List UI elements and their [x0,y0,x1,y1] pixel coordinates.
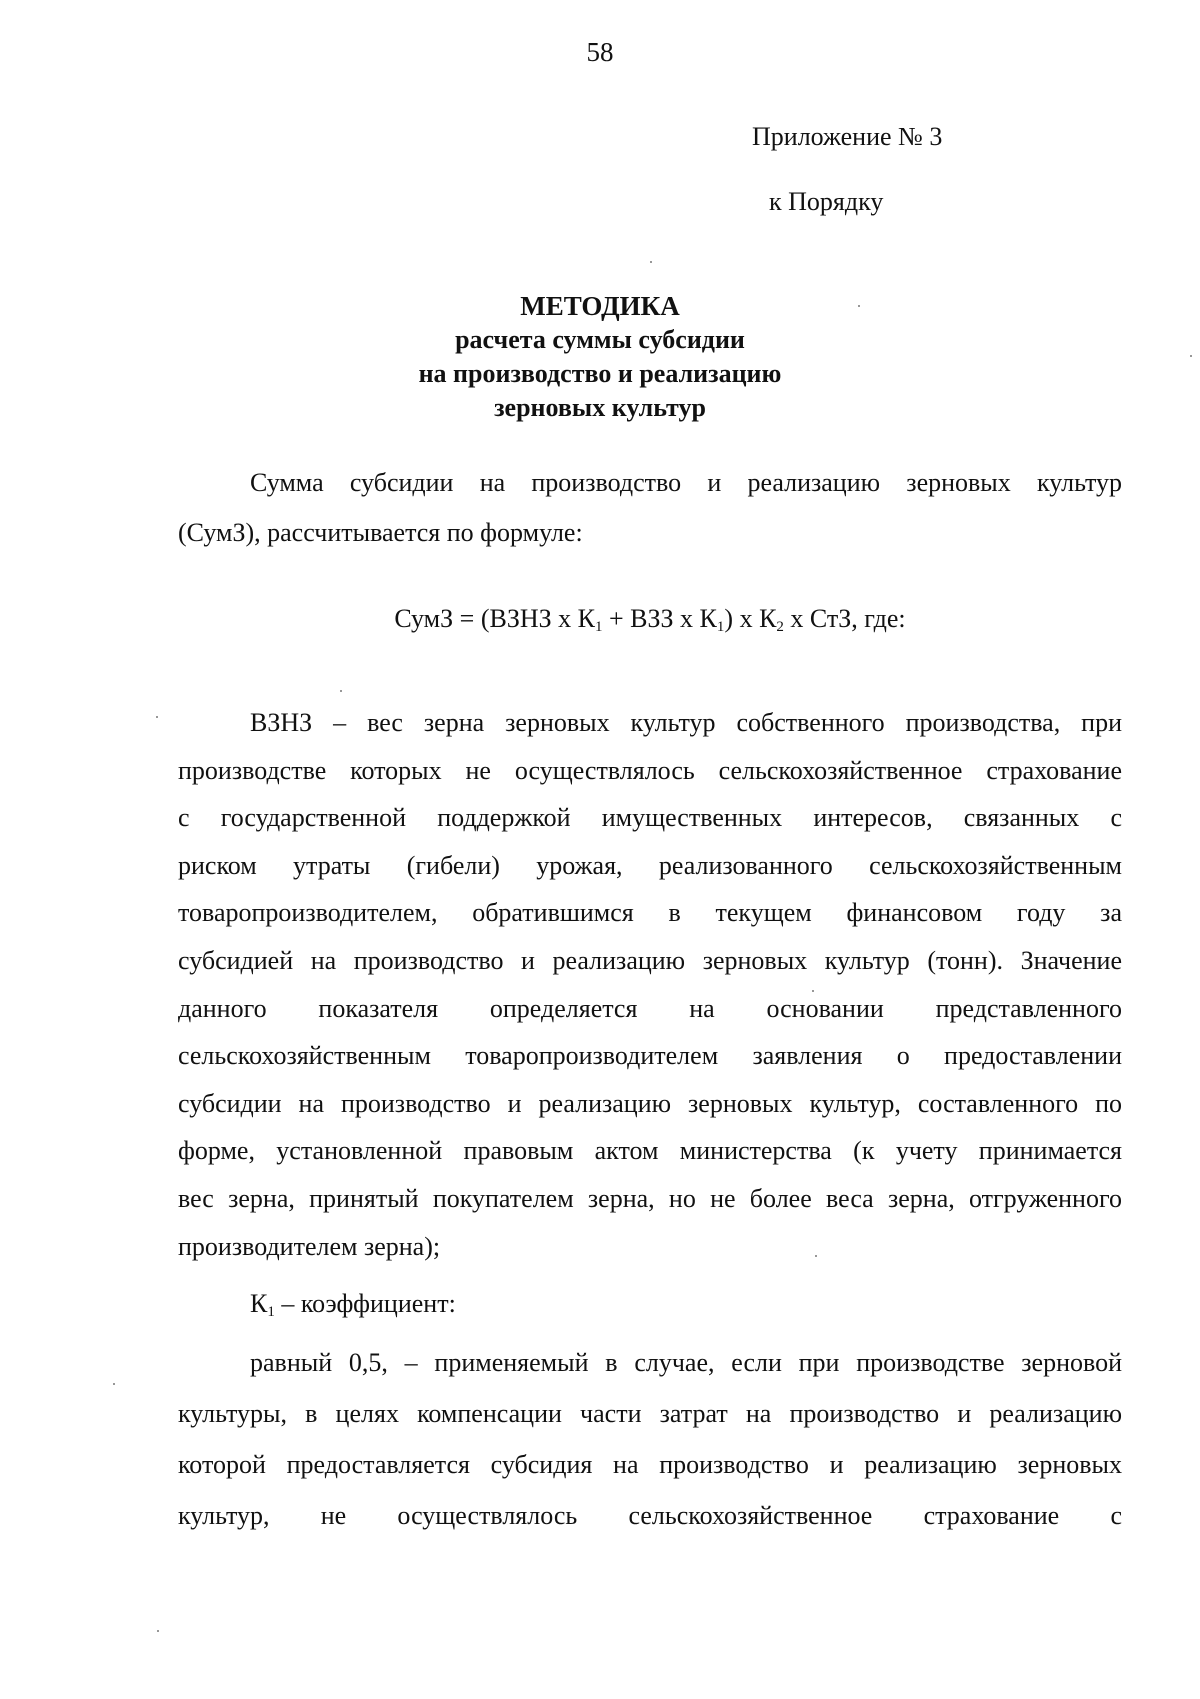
formula-part: СумЗ = (ВЗНЗ х К [394,604,595,633]
definition-line: ВЗНЗ – вес зерна зерновых культур собственного производства, при [250,708,1122,737]
formula-part: х СтЗ, где: [783,604,906,633]
formula [0,603,1200,635]
scan-speck [815,1255,817,1257]
appendix-label: Приложение № 3 [752,122,943,151]
formula-subscript: 2 [776,619,784,635]
definition-line: субсидией на производство и реализацию зерновых культур (тонн). Значение [178,945,1122,975]
definition-line: форме, установленной правовым актом министерства (к учету принимается [178,1136,1122,1166]
document-title [0,289,1200,425]
scan-speck [156,716,158,718]
k1-heading [250,1288,456,1320]
definition-line: с государственной поддержкой имущественных интересов, связанных с [178,803,1122,833]
definition-line: производителем зерна); [178,1231,441,1261]
k1-line: культуры, в целях компенсации части затрат на производство и реализацию [178,1399,1122,1428]
k1-paragraph [178,1337,1122,1541]
formula-part: + ВЗЗ х К [602,604,717,633]
k1-line: которой предоставляется субсидия на производство и реализацию зерновых [178,1450,1122,1479]
scan-speck [858,305,860,307]
intro-paragraph [178,458,1122,558]
page-number: 58 [586,37,614,67]
k1-subscript: 1 [267,1304,275,1320]
scan-speck [113,1383,115,1385]
k1-label-text: – коэффициент: [274,1289,456,1318]
scan-speck [1190,355,1192,357]
formula-part: ) х К [724,604,777,633]
definition-line: товаропроизводителем, обратившимся в текущем финансовом году за [178,898,1122,928]
appendix-reference: к Порядку [769,187,884,216]
title-line-4: зерновых культур [494,393,706,422]
scan-speck [340,690,342,692]
definition-line: производстве которых не осуществлялось сельскохозяйственное страхование [178,755,1122,785]
definition-line: вес зерна, принятый покупателем зерна, но не более веса зерна, отгруженного [178,1183,1122,1213]
k1-line: равный 0,5, – применяемый в случае, если при производстве зерновой [250,1348,1122,1377]
scan-speck [650,261,652,263]
scan-speck [812,990,814,992]
intro-line: Сумма субсидии на производство и реализацию зерновых культур [250,468,1122,497]
definition-line: риском утраты (гибели) урожая, реализованного сельскохозяйственным [178,850,1122,880]
definition-paragraph [178,699,1122,1270]
definition-line: сельскохозяйственным товаропроизводителем заявления о предоставлении [178,1041,1122,1071]
k1-line: культур, не осуществлялось сельскохозяйственное страхование с [178,1501,1122,1530]
formula-subscript: 1 [716,619,725,635]
title-main: МЕТОДИКА [520,291,680,321]
title-line-3: на производство и реализацию [418,359,782,388]
formula-subscript: 1 [595,619,603,635]
definition-line: данного показателя определяется на основании представленного [178,993,1122,1023]
scan-speck [157,1630,159,1632]
k1-symbol: К [250,1289,268,1318]
intro-line: (СумЗ), рассчитывается по формуле: [178,518,583,547]
definition-line: субсидии на производство и реализацию зерновых культур, составленного по [178,1088,1122,1118]
title-line-2: расчета суммы субсидии [455,325,745,354]
